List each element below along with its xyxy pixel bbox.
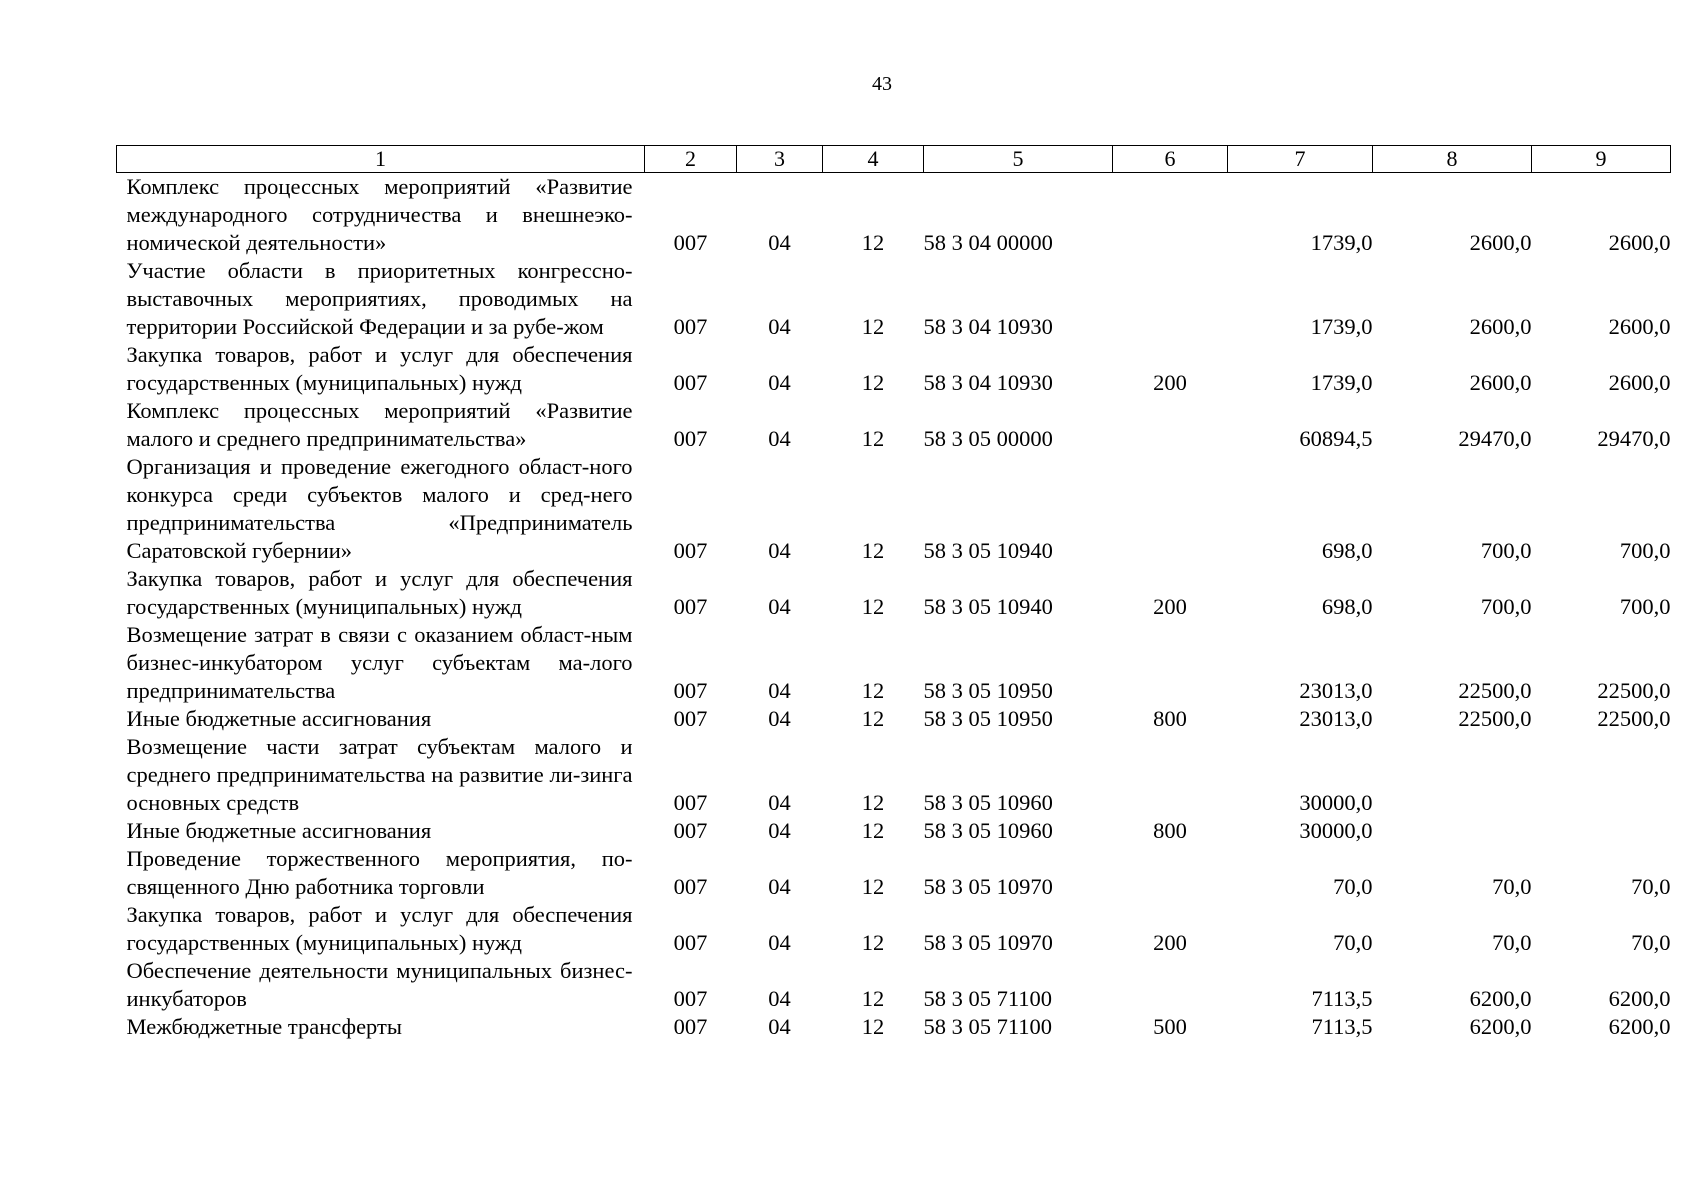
cell-c5: 58 3 05 10960 (923, 818, 1053, 843)
cell-c9: 2600,0 (1608, 370, 1671, 395)
cell-c4: 12 (861, 678, 885, 703)
header-row (117, 146, 1671, 173)
cell-c2: 007 (673, 426, 708, 451)
table-row (117, 257, 1671, 341)
cell-c2: 007 (673, 790, 708, 815)
cell-c3: 04 (768, 986, 791, 1011)
cell-c4: 12 (861, 314, 885, 339)
table-row (117, 1013, 1671, 1041)
column-header-9: 9 (1532, 146, 1671, 173)
cell-c4: 12 (861, 874, 885, 899)
cell-c8: 6200,0 (1469, 1014, 1532, 1039)
cell-c4: 12 (861, 1014, 885, 1039)
cell-c3: 04 (768, 370, 791, 395)
cell-c5: 58 3 05 10950 (923, 678, 1053, 703)
cell-c4: 12 (861, 594, 885, 619)
cell-c2: 007 (673, 314, 708, 339)
column-header-5: 5 (924, 146, 1113, 173)
cell-c5: 58 3 04 10930 (923, 370, 1053, 395)
cell-c2: 007 (673, 230, 708, 255)
cell-c8: 70,0 (1492, 930, 1532, 955)
cell-c6: 800 (1153, 706, 1187, 731)
cell-c7: 698,0 (1321, 538, 1373, 563)
cell-c6 (1113, 173, 1228, 258)
cell-c5: 58 3 04 10930 (923, 314, 1053, 339)
column-header-4: 4 (823, 146, 924, 173)
cell-c6 (1113, 621, 1228, 705)
cell-c9: 6200,0 (1608, 1014, 1671, 1039)
cell-c7: 1739,0 (1310, 314, 1373, 339)
cell-c5: 58 3 04 00000 (923, 230, 1053, 255)
cell-c7: 23013,0 (1299, 706, 1373, 731)
cell-c2: 007 (673, 986, 708, 1011)
cell-c3: 04 (768, 790, 791, 815)
cell-c2: 007 (673, 930, 708, 955)
cell-c7: 60894,5 (1299, 426, 1373, 451)
cell-c6 (1113, 453, 1228, 565)
cell-c7: 698,0 (1321, 594, 1373, 619)
cell-c7: 30000,0 (1299, 790, 1373, 815)
cell-c5: 58 3 05 10940 (923, 594, 1053, 619)
cell-c5: 58 3 05 00000 (923, 426, 1053, 451)
cell-c8: 2600,0 (1469, 314, 1532, 339)
cell-c8 (1373, 817, 1532, 845)
cell-c7: 70,0 (1333, 930, 1373, 955)
row-name: Проведение торжественного мероприятия, по-священного Дню работника торговли (126, 846, 633, 899)
cell-c5: 58 3 05 10970 (923, 874, 1053, 899)
cell-c8: 2600,0 (1469, 370, 1532, 395)
page-number: 43 (872, 73, 892, 95)
cell-c9: 2600,0 (1608, 230, 1671, 255)
cell-c6 (1113, 845, 1228, 901)
cell-c7: 70,0 (1333, 874, 1373, 899)
column-header-7: 7 (1228, 146, 1373, 173)
cell-c6 (1113, 397, 1228, 453)
table-row (117, 565, 1671, 621)
cell-c8 (1373, 733, 1532, 817)
cell-c8: 2600,0 (1469, 230, 1532, 255)
column-header-8: 8 (1373, 146, 1532, 173)
cell-c2: 007 (673, 874, 708, 899)
column-header-6: 6 (1113, 146, 1228, 173)
column-header-1: 1 (117, 146, 645, 173)
table-row (117, 901, 1671, 957)
table-row (117, 173, 1671, 258)
cell-c9: 22500,0 (1597, 678, 1671, 703)
cell-c2: 007 (673, 706, 708, 731)
cell-c6 (1113, 957, 1228, 1013)
row-name: Обеспечение деятельности муниципальных бизнес-инкубаторов (126, 958, 633, 1011)
table-row (117, 341, 1671, 397)
table-row (117, 397, 1671, 453)
table-row (117, 453, 1671, 565)
cell-c2: 007 (673, 1014, 708, 1039)
cell-c5: 58 3 05 10940 (923, 538, 1053, 563)
row-name: Закупка товаров, работ и услуг для обеспечения государственных (муниципальных) нужд (126, 566, 633, 619)
cell-c8: 700,0 (1480, 594, 1532, 619)
row-name: Закупка товаров, работ и услуг для обеспечения государственных (муниципальных) нужд (126, 342, 633, 395)
cell-c4: 12 (861, 706, 885, 731)
table-row (117, 733, 1671, 817)
cell-c8: 700,0 (1480, 538, 1532, 563)
cell-c6: 800 (1153, 818, 1187, 843)
table-row (117, 621, 1671, 705)
cell-c4: 12 (861, 930, 885, 955)
cell-c6: 500 (1153, 1014, 1187, 1039)
cell-c4: 12 (861, 426, 885, 451)
row-name: Иные бюджетные ассигнования (126, 818, 432, 843)
cell-c3: 04 (768, 818, 791, 843)
cell-c4: 12 (861, 370, 885, 395)
cell-c3: 04 (768, 706, 791, 731)
cell-c5: 58 3 05 71100 (923, 986, 1053, 1011)
cell-c4: 12 (861, 230, 885, 255)
table-body (117, 173, 1671, 1042)
cell-c3: 04 (768, 426, 791, 451)
cell-c6: 200 (1153, 594, 1187, 619)
cell-c3: 04 (768, 678, 791, 703)
cell-c2: 007 (673, 370, 708, 395)
row-name: Комплекс процессных мероприятий «Развитие международного сотрудничества и внешнеэко-номической деятельности» (126, 174, 633, 255)
cell-c8: 29470,0 (1458, 426, 1532, 451)
row-name: Участие области в приоритетных конгрессно-выставочных мероприятиях, проводимых на территории Российской Федерации и за рубе-жом (126, 258, 633, 339)
cell-c5: 58 3 05 10960 (923, 790, 1053, 815)
cell-c9: 22500,0 (1597, 706, 1671, 731)
cell-c9: 6200,0 (1608, 986, 1671, 1011)
column-header-2: 2 (645, 146, 737, 173)
cell-c9 (1532, 817, 1671, 845)
cell-c9: 700,0 (1619, 538, 1671, 563)
cell-c7: 23013,0 (1299, 678, 1373, 703)
cell-c3: 04 (768, 594, 791, 619)
cell-c2: 007 (673, 594, 708, 619)
cell-c7: 1739,0 (1310, 370, 1373, 395)
cell-c9: 29470,0 (1597, 426, 1671, 451)
cell-c2: 007 (673, 818, 708, 843)
row-name: Межбюджетные трансферты (126, 1014, 402, 1039)
row-name: Комплекс процессных мероприятий «Развитие малого и среднего предпринимательства» (126, 398, 633, 451)
cell-c6: 200 (1153, 370, 1187, 395)
cell-c6 (1113, 733, 1228, 817)
cell-c8: 70,0 (1492, 874, 1532, 899)
cell-c7: 1739,0 (1310, 230, 1373, 255)
cell-c4: 12 (861, 986, 885, 1011)
cell-c7: 7113,5 (1311, 1014, 1373, 1039)
cell-c3: 04 (768, 314, 791, 339)
cell-c9: 70,0 (1631, 930, 1671, 955)
cell-c8: 22500,0 (1458, 678, 1532, 703)
cell-c6: 200 (1153, 930, 1187, 955)
row-name: Возмещение затрат в связи с оказанием област-ным бизнес-инкубатором услуг субъектам ма-лого предпринимательства (126, 622, 633, 703)
cell-c5: 58 3 05 10950 (923, 706, 1053, 731)
cell-c3: 04 (768, 230, 791, 255)
cell-c9: 2600,0 (1608, 314, 1671, 339)
cell-c5: 58 3 05 10970 (923, 930, 1053, 955)
table-row (117, 957, 1671, 1013)
cell-c5: 58 3 05 71100 (923, 1014, 1053, 1039)
cell-c9: 70,0 (1631, 874, 1671, 899)
cell-c4: 12 (861, 818, 885, 843)
cell-c3: 04 (768, 1014, 791, 1039)
row-name: Иные бюджетные ассигнования (126, 706, 432, 731)
cell-c9 (1532, 733, 1671, 817)
cell-c3: 04 (768, 930, 791, 955)
row-name: Возмещение части затрат субъектам малого и среднего предпринимательства на развитие ли-зинга основных средств (126, 734, 633, 815)
cell-c7: 30000,0 (1299, 818, 1373, 843)
cell-c7: 7113,5 (1311, 986, 1373, 1011)
row-name: Организация и проведение ежегодного област-ного конкурса среди субъектов малого и сред-него предпринимательства «Предприниматель Саратовской губернии» (126, 454, 633, 563)
cell-c6 (1113, 257, 1228, 341)
cell-c8: 22500,0 (1458, 706, 1532, 731)
cell-c3: 04 (768, 538, 791, 563)
cell-c2: 007 (673, 678, 708, 703)
cell-c3: 04 (768, 874, 791, 899)
cell-c4: 12 (861, 790, 885, 815)
table-row (117, 817, 1671, 845)
row-name: Закупка товаров, работ и услуг для обеспечения государственных (муниципальных) нужд (126, 902, 633, 955)
cell-c4: 12 (861, 538, 885, 563)
table-row (117, 705, 1671, 733)
cell-c9: 700,0 (1619, 594, 1671, 619)
cell-c2: 007 (673, 538, 708, 563)
column-header-3: 3 (737, 146, 823, 173)
budget-table (116, 145, 1671, 1041)
table-row (117, 845, 1671, 901)
cell-c8: 6200,0 (1469, 986, 1532, 1011)
